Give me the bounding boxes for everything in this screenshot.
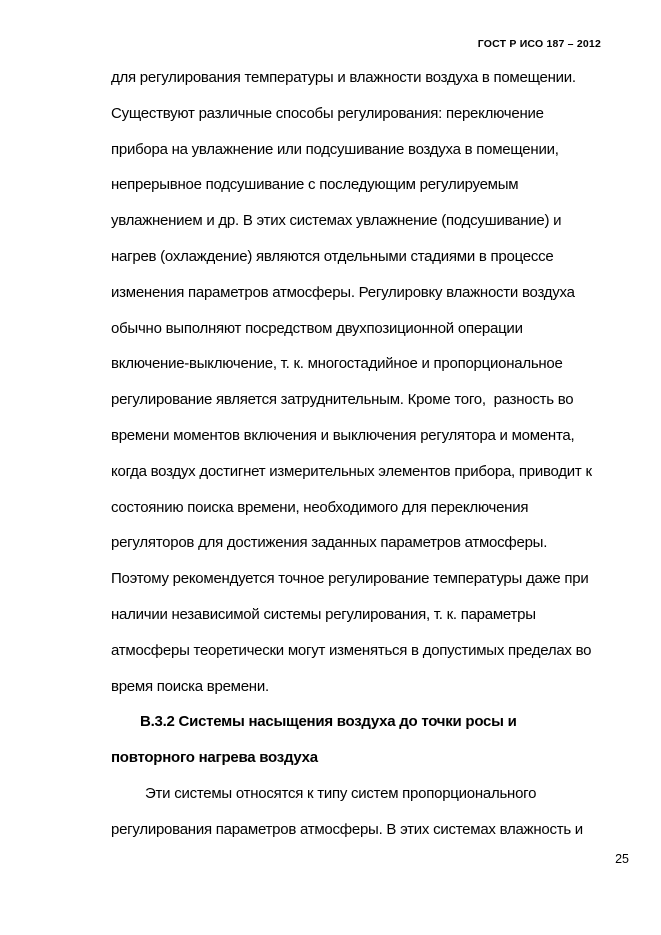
text-line: увлажнением и др. В этих системах увлажнение (подсушивание) и [111,212,562,230]
text-line: непрерывное подсушивание с последующим регулируемым [111,176,519,194]
paragraph-1 [111,60,641,704]
text-line: атмосферы теоретически могут изменяться в допустимых пределах во [111,641,592,659]
text-line: Поэтому рекомендуется точное регулирование температуры даже при [111,570,589,588]
paragraph-2 [111,776,641,848]
document-header: ГОСТ Р ИСО 187 – 2012 [477,38,601,50]
text-line: изменения параметров атмосферы. Регулировку влажности воздуха [111,283,575,301]
text-line: включение-выключение, т. к. многостадийное и пропорциональное [111,355,563,373]
text-line: когда воздух достигнет измерительных элементов прибора, приводит к [111,462,592,480]
text-line: Эти системы относятся к типу систем пропорционального [145,784,537,802]
text-line: обычно выполняют посредством двухпозиционной операции [111,319,523,337]
text-line: нагрев (охлаждение) являются отдельными стадиями в процессе [111,247,554,265]
text-line: регуляторов для достижения заданных параметров атмосферы. [111,534,548,552]
text-line: Существуют различные способы регулирования: переключение [111,104,544,122]
text-line: состоянию поиска времени, необходимого для переключения [111,498,529,516]
text-line: регулирование является затруднительным. Кроме того, разность во [111,391,574,409]
heading-line: В.3.2 Системы насыщения воздуха до точки росы и [140,713,517,731]
text-line: времени моментов включения и выключения регулятора и момента, [111,426,575,444]
document-body [111,60,641,848]
text-line: время поиска времени. [111,677,269,695]
text-line: прибора на увлажнение или подсушивание воздуха в помещении, [111,140,559,158]
text-line: для регулирования температуры и влажности воздуха в помещении. [111,69,576,86]
page-number: 25 [615,852,629,866]
heading-line: повторного нагрева воздуха [111,749,318,767]
text-line: регулирования параметров атмосферы. В этих системах влажность и [111,820,583,838]
section-heading [111,704,641,776]
text-line: наличии независимой системы регулирования, т. к. параметры [111,605,536,623]
